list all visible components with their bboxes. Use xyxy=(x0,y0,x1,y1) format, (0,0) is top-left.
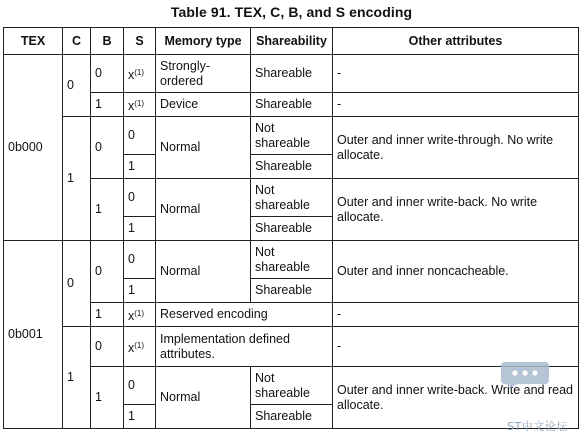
s-cell: 1 xyxy=(124,217,156,241)
col-header-tex: TEX xyxy=(4,28,63,55)
s-cell: 1 xyxy=(124,279,156,303)
other-attributes-cell: - xyxy=(333,55,579,93)
encoding-table xyxy=(3,27,579,429)
shareability-cell: Shareable xyxy=(251,93,333,117)
footnote-ref: (1) xyxy=(134,308,145,318)
table-row xyxy=(4,327,579,367)
other-attributes-cell: Outer and inner write-through. No write allocate. xyxy=(333,117,579,179)
shareability-cell: Not shareable xyxy=(251,241,333,279)
shareability-cell: Not shareable xyxy=(251,179,333,217)
b-cell: 0 xyxy=(91,55,124,93)
shareability-cell: Shareable xyxy=(251,405,333,429)
tex-cell: 0b000 xyxy=(4,55,63,241)
s-value: x xyxy=(128,98,135,113)
chat-bubble-icon xyxy=(499,360,551,390)
memory-type-cell: Normal xyxy=(156,241,251,303)
b-cell: 1 xyxy=(91,179,124,241)
tex-cell: 0b001 xyxy=(4,241,63,429)
col-header-other-attributes: Other attributes xyxy=(333,28,579,55)
b-cell: 1 xyxy=(91,303,124,327)
other-attributes-cell: Outer and inner write-back. No write allocate. xyxy=(333,179,579,241)
watermark-text: ST中文论坛 xyxy=(507,420,568,433)
footnote-ref: (1) xyxy=(134,67,145,77)
s-cell: 0 xyxy=(124,367,156,405)
table-row xyxy=(4,303,579,327)
col-header-b: B xyxy=(91,28,124,55)
shareability-cell: Shareable xyxy=(251,279,333,303)
table-caption: Table 91. TEX, C, B, and S encoding xyxy=(170,4,413,20)
b-cell: 0 xyxy=(91,241,124,303)
b-cell: 0 xyxy=(91,327,124,367)
col-header-s: S xyxy=(124,28,156,55)
s-value: x xyxy=(128,308,135,323)
table-row xyxy=(4,55,579,93)
footnote-ref: (1) xyxy=(134,98,145,108)
s-cell: 1 xyxy=(124,405,156,429)
table-row xyxy=(4,117,579,155)
table-row xyxy=(4,93,579,117)
memory-type-cell: Device xyxy=(156,93,251,117)
table-row xyxy=(4,241,579,279)
shareability-cell: Shareable xyxy=(251,155,333,179)
b-cell: 0 xyxy=(91,117,124,179)
col-header-shareability: Shareability xyxy=(251,28,333,55)
table-row xyxy=(4,367,579,405)
c-cell: 0 xyxy=(63,241,91,327)
other-attributes-cell: Outer and inner write-back. Write and read allocate. xyxy=(333,367,579,429)
footnote-ref: (1) xyxy=(134,340,145,350)
c-cell: 0 xyxy=(63,55,91,117)
s-cell: 0 xyxy=(124,117,156,155)
other-attributes-cell: - xyxy=(333,327,579,367)
other-attributes-cell: Outer and inner noncacheable. xyxy=(333,241,579,303)
s-cell xyxy=(124,327,156,367)
shareability-cell: Not shareable xyxy=(251,117,333,155)
table-row xyxy=(4,179,579,217)
shareability-cell: Shareable xyxy=(251,217,333,241)
s-value: x xyxy=(128,67,135,82)
c-cell: 1 xyxy=(63,117,91,241)
s-cell: 0 xyxy=(124,241,156,279)
s-cell: 1 xyxy=(124,155,156,179)
memory-type-cell: Normal xyxy=(156,179,251,241)
s-cell xyxy=(124,303,156,327)
col-header-memory-type: Memory type xyxy=(156,28,251,55)
s-cell: 0 xyxy=(124,179,156,217)
s-value: x xyxy=(128,340,135,355)
col-header-c: C xyxy=(63,28,91,55)
memory-type-cell: Strongly-ordered xyxy=(156,55,251,93)
other-attributes-cell: - xyxy=(333,303,579,327)
memory-type-cell: Normal xyxy=(156,117,251,179)
memory-type-cell: Reserved encoding xyxy=(156,303,333,327)
shareability-cell: Not shareable xyxy=(251,367,333,405)
c-cell: 1 xyxy=(63,327,91,429)
b-cell: 1 xyxy=(91,93,124,117)
b-cell: 1 xyxy=(91,367,124,429)
shareability-cell: Shareable xyxy=(251,55,333,93)
memory-type-cell: Normal xyxy=(156,367,251,429)
header-row xyxy=(4,28,579,55)
other-attributes-cell: - xyxy=(333,93,579,117)
s-cell xyxy=(124,93,156,117)
s-cell xyxy=(124,55,156,93)
memory-type-cell: Implementation defined attributes. xyxy=(156,327,333,367)
